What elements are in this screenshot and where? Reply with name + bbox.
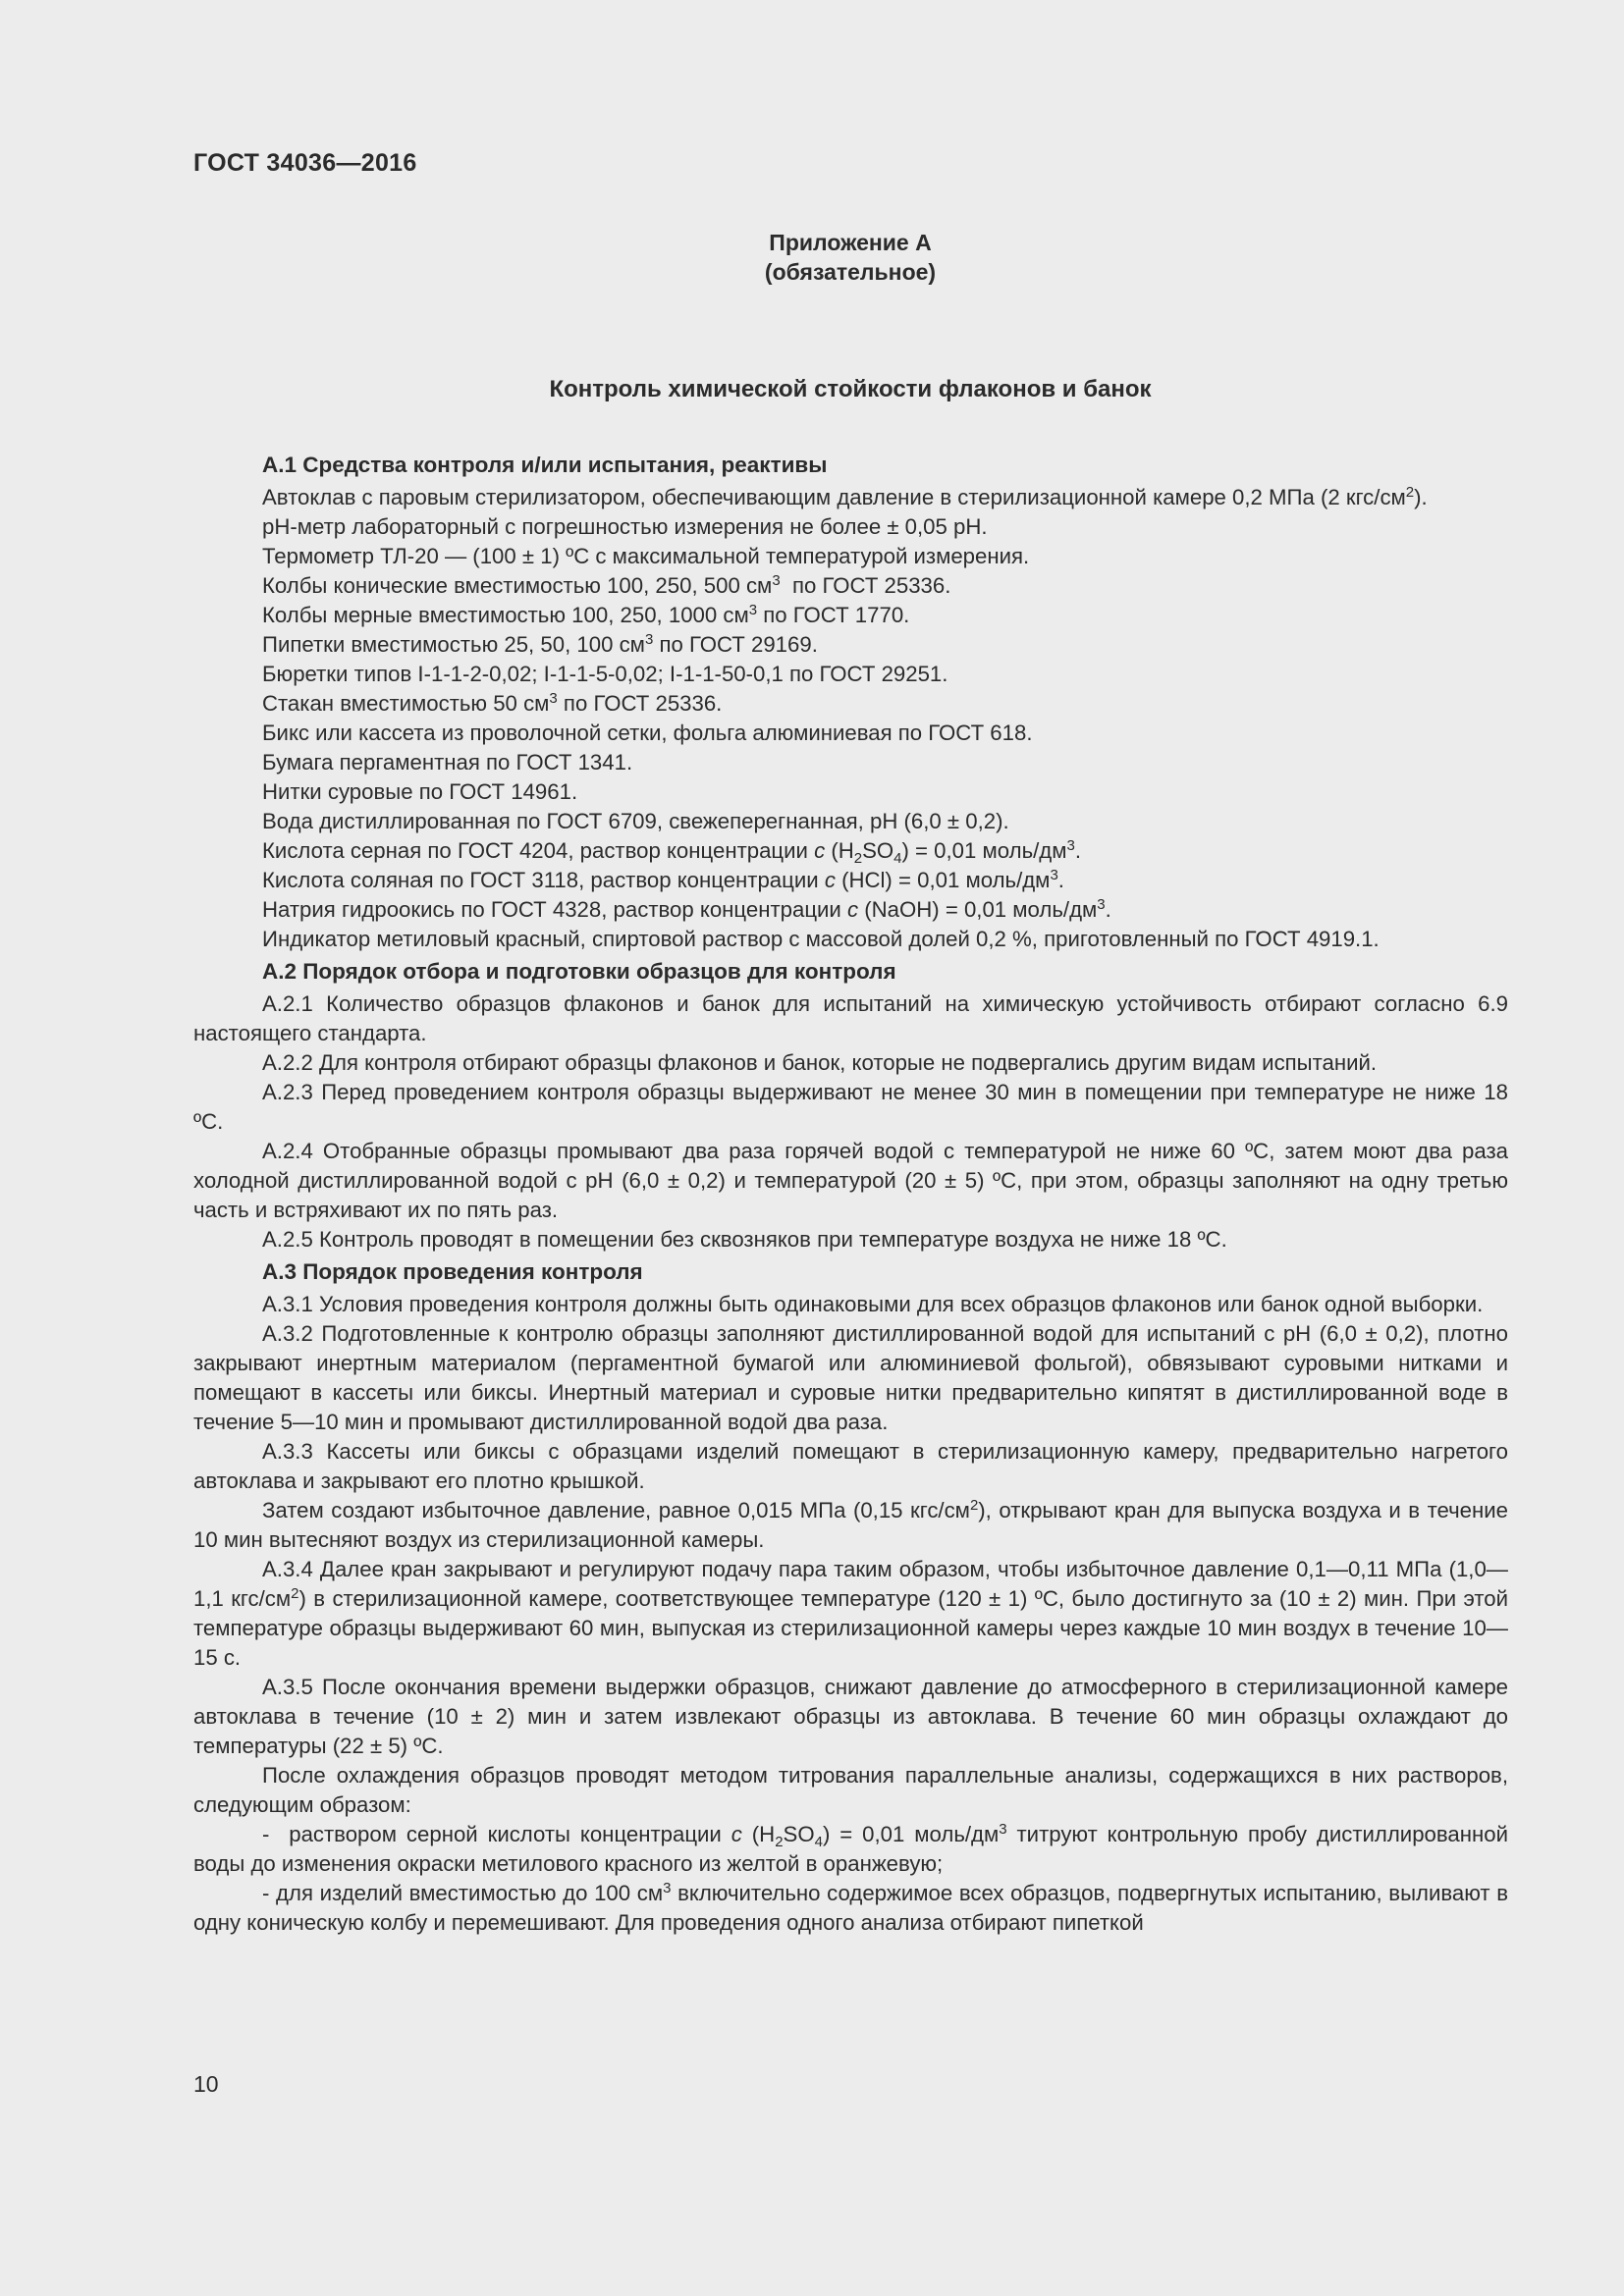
a1-sulfuric-acid: Кислота серная по ГОСТ 4204, раствор концентрации с $(H_2SO_4) = 0,01$ моль/$дм^3$.	[262, 837, 1082, 867]
a3-paragraph-1: А.3.1 Условия проведения контроля должны быть одинаковыми для всех образцов флаконов или банок одной выборки.	[262, 1292, 1484, 1316]
a1-indicator: Индикатор метиловый красный, спиртовой раствор с массовой долей 0,2 %, приготовленный по ГОСТ 4919.1.	[262, 927, 1380, 951]
a1-water: Вода дистиллированная по ГОСТ 6709, свежеперегнанная, рН (6,0 ± 0,2).	[262, 809, 1009, 833]
appendix-status: (обязательное)	[764, 259, 937, 285]
a3-paragraph-3b: Затем создают избыточное давление, равное 0,015 МПа (0,15 кгс/$см^2$), открывают кран для выпуска воздуха и в течение 10 мин вытесняют воздух из стерилизационной камеры.	[193, 1497, 1508, 1552]
a2-paragraph-1: А.2.1 Количество образцов флаконов и банок для испытаний на химическую устойчивость отбирают согласно 6.9 настоящего стандарта.	[193, 991, 1508, 1045]
a1-threads: Нитки суровые по ГОСТ 14961.	[262, 779, 578, 804]
a2-paragraph-3: А.2.3 Перед проведением контроля образцы выдерживают не менее 30 мин в помещении при температуре не ниже 18 ºС.	[193, 1080, 1508, 1134]
a1-beaker: Стакан вместимостью 50 $см^3$ по ГОСТ 25336.	[262, 690, 723, 716]
appendix-heading	[0, 228, 1624, 287]
a1-autoclave: Автоклав с паровым стерилизатором, обеспечивающим давление в стерилизационной камере 0,2 МПа (2 кгс/$см^2$).	[262, 484, 1428, 509]
document-body	[193, 451, 1508, 1938]
a1-hydrochloric-acid: Кислота соляная по ГОСТ 3118, раствор концентрации с (HCl) = 0,01 моль/$дм^3$.	[262, 867, 1064, 892]
a3-bullet-2: - для изделий вместимостью до 100 $см^3$ включительно содержимое всех образцов, подвергнутых испытанию, выливают в одну коническую колбу и перемешивают. Для проведения одного анализа отбирают пипеткой	[193, 1880, 1508, 1935]
a1-pipettes: Пипетки вместимостью 25, 50, 100 $см^3$ по ГОСТ 29169.	[262, 631, 818, 657]
a3-heading: А.3 Порядок проведения контроля	[262, 1259, 643, 1284]
a1-paper: Бумага пергаментная по ГОСТ 1341.	[262, 750, 633, 774]
a1-burettes: Бюретки типов I-1-1-2-0,02; I-1-1-5-0,02; I-1-1-50-0,1 по ГОСТ 29251.	[262, 662, 948, 686]
a2-paragraph-2: А.2.2 Для контроля отбирают образцы флаконов и банок, которые не подвергались другим видам испытаний.	[262, 1050, 1378, 1075]
a2-heading: А.2 Порядок отбора и подготовки образцов для контроля	[262, 959, 896, 984]
a1-thermometer: Термометр ТЛ-20 — (100 ± 1) ºС с максимальной температурой измерения.	[262, 544, 1030, 568]
a1-sodium-hydroxide: Натрия гидроокись по ГОСТ 4328, раствор концентрации с (NaOH) = 0,01 моль/$дм^3$.	[262, 896, 1111, 922]
a1-ph-meter: рН-метр лабораторный с погрешностью измерения не более ± 0,05 рН.	[262, 514, 988, 539]
a1-heading: А.1 Средства контроля и/или испытания, реактивы	[262, 453, 828, 477]
document-code: ГОСТ 34036—2016	[193, 149, 417, 177]
appendix-title: Приложение А	[769, 230, 932, 255]
a1-flasks-conical: Колбы конические вместимостью 100, 250, 500 $см^3$ по ГОСТ 25336.	[262, 572, 951, 598]
a2-paragraph-4: А.2.4 Отобранные образцы промывают два раза горячей водой с температурой не ниже 60 ºС, затем моют два раза холодной дистиллированной водой с рН (6,0 ± 0,2) и температурой (20 ± 5) ºС, при этом, образцы заполняют на одну третью часть и встряхивают их по пять раз.	[193, 1139, 1508, 1222]
a3-paragraph-5: А.3.5 После окончания времени выдержки образцов, снижают давление до атмосферного в стерилизационной камере автоклава в течение (10 ± 2) мин и затем извлекают образцы из автоклава. В течение 60 мин образцы охлаждают до температуры (22 ± 5) ºС.	[193, 1675, 1508, 1758]
a3-paragraph-4: А.3.4 Далее кран закрывают и регулируют подачу пара таким образом, чтобы избыточное давление 0,1—0,11 МПа (1,0—1,1 кгс/$см^2$) в стерилизационной камере, соответствующее температуре (120 ± 1) ºС, было достигнуто за (10 ± 2) мин. При этой температуре образцы выдерживают 60 мин, выпуская из стерилизационной камеры через каждые 10 мин воздух в течение 10—15 с.	[193, 1557, 1508, 1670]
a1-bix: Бикс или кассета из проволочной сетки, фольга алюминиевая по ГОСТ 618.	[262, 721, 1033, 745]
a3-paragraph-2: А.3.2 Подготовленные к контролю образцы заполняют дистиллированной водой для испытаний с рН (6,0 ± 0,2), плотно закрывают инертным материалом (пергаментной бумагой или алюминиевой фольгой), обвязывают суровыми нитками и помещают в кассеты или биксы. Инертный материал и суровые нитки предварительно кипятят в дистиллированной воде в течение 5—10 мин и промывают дистиллированной водой два раза.	[193, 1321, 1508, 1434]
a3-bullet-1: - раствором серной кислоты концентрации с $(H_2SO_4) = 0,01$ моль/$дм^3$ титруют контрольную пробу дистиллированной воды до изменения окраски метилового красного из желтой в оранжевую;	[193, 1821, 1509, 1876]
page-number: 10	[193, 2071, 219, 2097]
a2-paragraph-5: А.2.5 Контроль проводят в помещении без сквозняков при температуре воздуха не ниже 18 ºС.	[262, 1227, 1227, 1252]
a1-flasks-volumetric: Колбы мерные вместимостью 100, 250, 1000 $см^3$ по ГОСТ 1770.	[262, 602, 910, 627]
a3-paragraph-3: А.3.3 Кассеты или биксы с образцами изделий помещают в стерилизационную камеру, предварительно нагретого автоклава и закрывают его плотно крышкой.	[193, 1439, 1508, 1493]
a3-paragraph-6: После охлаждения образцов проводят методом титрования параллельные анализы, содержащихся в них растворов, следующим образом:	[193, 1763, 1508, 1817]
section-title: Контроль химической стойкости флаконов и банок	[549, 376, 1152, 402]
